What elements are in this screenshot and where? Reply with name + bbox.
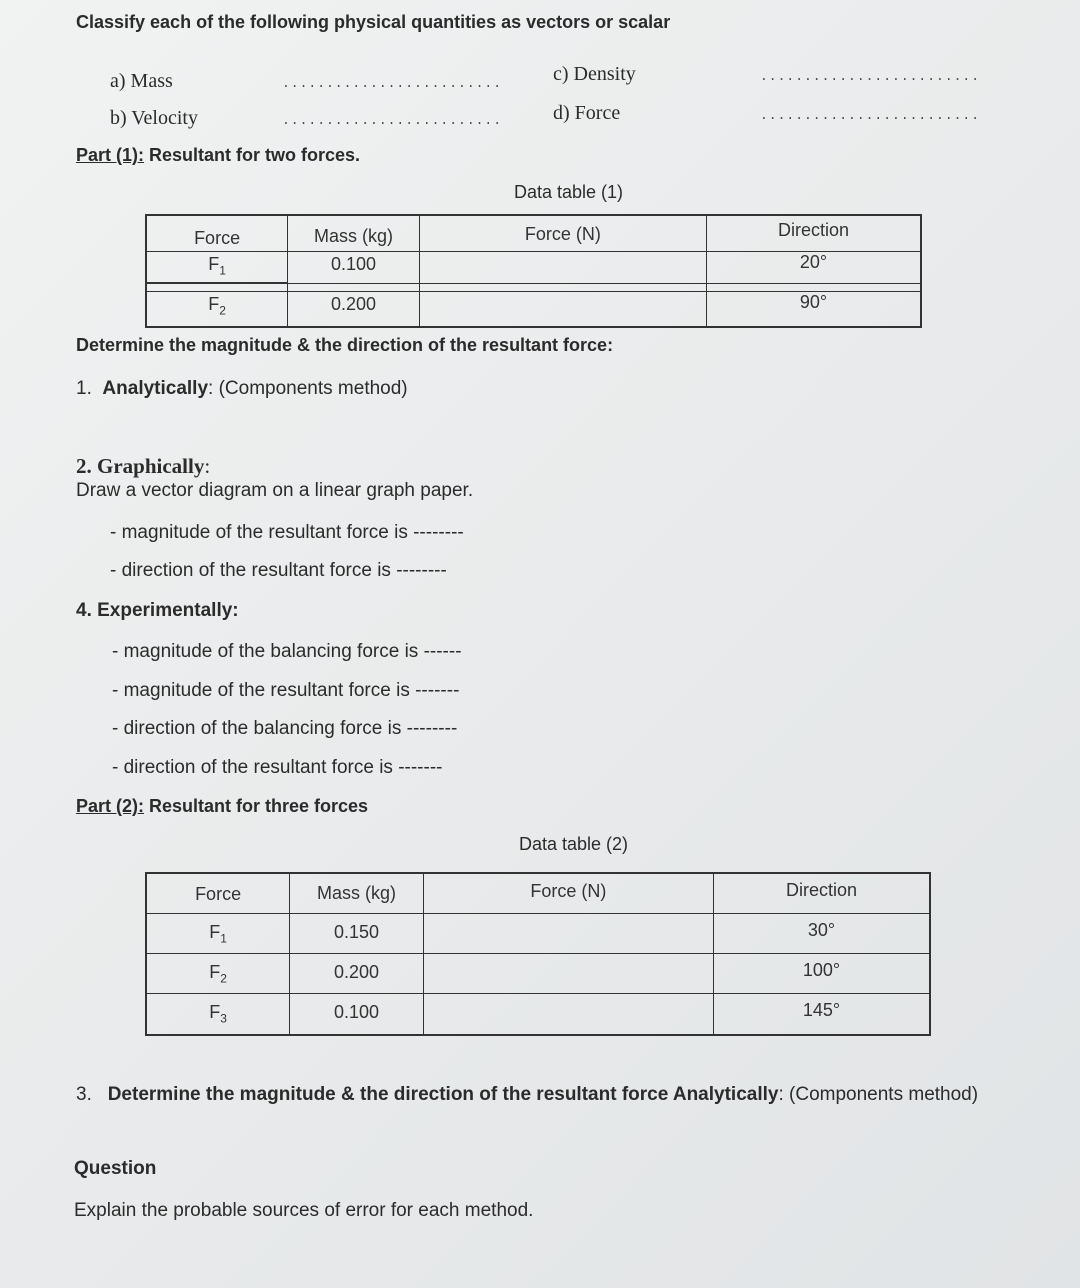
table1-cell-direction: 90° — [706, 291, 921, 327]
table2-cell-direction: 30° — [713, 913, 930, 953]
table1-force-sub: 1 — [219, 263, 226, 278]
analytic-num: 1. — [76, 378, 92, 399]
table2-header-forcen: Force (N) — [423, 873, 713, 913]
table2-cell-direction: 145° — [713, 993, 930, 1035]
table1-cell-forcen[interactable] — [419, 251, 706, 283]
exp-line-balancing-direction: - direction of the balancing force is -------- — [112, 718, 458, 739]
graph-description: Draw a vector diagram on a linear graph paper. — [76, 480, 474, 501]
table2-force-symbol: F — [209, 1001, 221, 1022]
part2-heading-text: Resultant for three forces — [144, 796, 369, 816]
table2-force-sub: 1 — [220, 931, 227, 946]
classify-item-force: d) Force — [553, 102, 621, 124]
table2-row — [146, 913, 930, 953]
graph-heading — [76, 454, 210, 479]
table2-caption: Data table (2) — [519, 834, 629, 854]
exp-line-resultant-direction: - direction of the resultant force is ------- — [112, 757, 443, 778]
table1-spacer — [419, 283, 706, 291]
table2-header-direction: Direction — [713, 873, 930, 913]
classify-title: Classify each of the following physical quantities as vectors or scalar — [76, 12, 671, 32]
data-table-1 — [145, 214, 922, 328]
table1-force-symbol: F — [208, 293, 220, 314]
table1-spacer-row — [146, 283, 921, 291]
table2-cell-force — [146, 993, 290, 1035]
part2-determine-num: 3. — [76, 1084, 92, 1105]
experimental-heading: 4. Experimentally: — [76, 600, 239, 621]
table1-cell-mass: 0.200 — [288, 291, 420, 327]
part2-determine — [76, 1084, 978, 1106]
table2-cell-forcen[interactable] — [423, 953, 713, 993]
table1-header-force: Force — [146, 215, 288, 251]
classify-item-density: c) Density — [553, 63, 636, 85]
table1-header-row — [146, 215, 921, 251]
table1-force-sub: 2 — [219, 303, 226, 318]
part2-heading-prefix: Part (2): — [76, 796, 145, 816]
exp-line-resultant-magnitude: - magnitude of the resultant force is ------- — [112, 680, 460, 701]
classify-blank-velocity[interactable]: ......................... — [282, 113, 503, 128]
analytic-label: Analytically — [102, 378, 209, 399]
table1-cell-mass: 0.100 — [288, 251, 420, 283]
classify-blank-force[interactable]: ......................... — [760, 108, 981, 123]
graph-line-magnitude: - magnitude of the resultant force is -------- — [110, 522, 464, 543]
part1-determine: Determine the magnitude & the direction of the resultant force: — [76, 335, 614, 355]
table2-force-sub: 3 — [220, 1011, 227, 1026]
data-table-2 — [145, 872, 931, 1036]
table1-spacer — [706, 283, 921, 291]
table2-force-symbol: F — [209, 961, 221, 982]
classify-blank-mass[interactable]: ......................... — [282, 76, 503, 91]
table2-cell-mass: 0.100 — [290, 993, 424, 1035]
table1-row — [146, 251, 921, 283]
question-heading: Question — [74, 1158, 157, 1179]
table2-cell-mass: 0.200 — [290, 953, 424, 993]
exp-line-balancing-magnitude: - magnitude of the balancing force is ------ — [112, 641, 462, 662]
part1-analytic — [76, 378, 408, 400]
table2-force-sub: 2 — [220, 971, 227, 986]
graph-line-direction: - direction of the resultant force is -------- — [110, 560, 447, 581]
table1-cell-force — [146, 291, 288, 327]
table1-force-symbol: F — [208, 253, 220, 274]
graph-heading-text: 2. Graphically — [76, 454, 205, 478]
graph-heading-colon: : — [204, 454, 211, 478]
table2-cell-forcen[interactable] — [423, 993, 713, 1035]
part2-determine-bold: Determine the magnitude & the direction of the resultant force Analytically — [107, 1084, 779, 1105]
table2-header-force: Force — [146, 873, 290, 913]
classify-blank-density[interactable]: ......................... — [760, 69, 981, 84]
table1-cell-direction: 20° — [706, 251, 921, 283]
table2-header-mass: Mass (kg) — [290, 873, 424, 913]
table2-cell-mass: 0.150 — [290, 913, 424, 953]
table1-caption: Data table (1) — [514, 182, 624, 202]
table1-header-mass: Mass (kg) — [288, 215, 420, 251]
part1-heading-text: Resultant for two forces. — [144, 145, 361, 165]
part1-heading — [76, 145, 360, 166]
table2-cell-direction: 100° — [713, 953, 930, 993]
part2-determine-rest: : (Components method) — [778, 1084, 979, 1105]
table1-header-forcen: Force (N) — [419, 215, 706, 251]
part1-heading-prefix: Part (1): — [76, 145, 145, 165]
table2-force-symbol: F — [209, 921, 221, 942]
part2-heading — [76, 796, 368, 817]
table2-cell-forcen[interactable] — [423, 913, 713, 953]
table2-row — [146, 993, 930, 1035]
table1-row — [146, 291, 921, 327]
table2-header-row — [146, 873, 930, 913]
table1-cell-forcen[interactable] — [419, 291, 706, 327]
table1-header-direction: Direction — [706, 215, 921, 251]
classify-item-velocity: b) Velocity — [110, 107, 198, 129]
table2-cell-force — [146, 953, 290, 993]
table2-cell-force — [146, 913, 290, 953]
question-text: Explain the probable sources of error for each method. — [74, 1200, 534, 1221]
table1-cell-force — [146, 251, 288, 283]
analytic-rest: : (Components method) — [208, 378, 408, 399]
table2-row — [146, 953, 930, 993]
table1-spacer — [146, 283, 288, 291]
table1-spacer — [288, 283, 420, 291]
classify-item-mass: a) Mass — [110, 70, 173, 92]
